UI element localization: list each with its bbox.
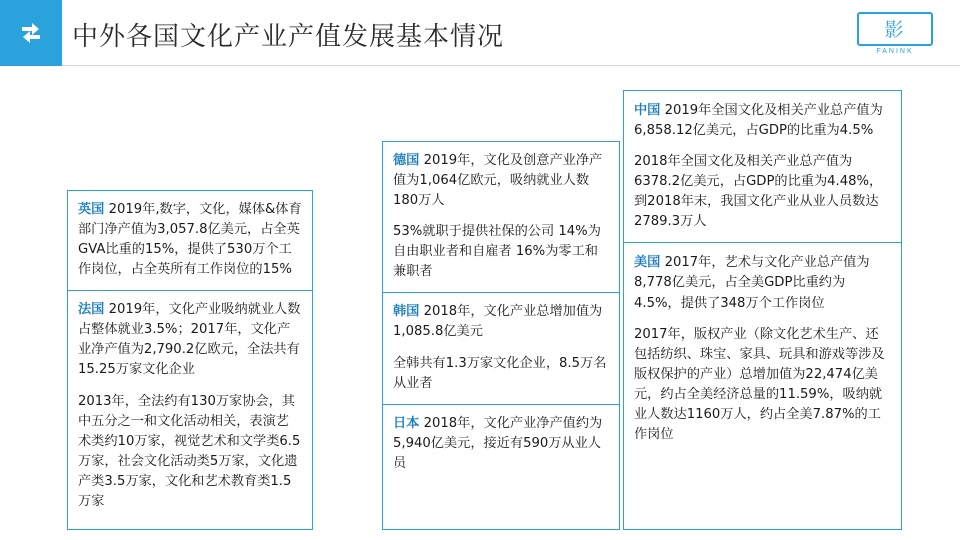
country-label: 日本 <box>393 415 420 431</box>
country-label: 韩国 <box>393 304 420 320</box>
paragraph-text: 2019年全国文化及相关产业总产值为6,858.12亿美元，占GDP的比重为4.5% <box>634 103 883 139</box>
paragraph <box>634 101 891 141</box>
recycle-arrows-icon <box>16 18 46 48</box>
info-block-uk <box>68 191 312 290</box>
paragraph-text: 2019年，文化产业吸纳就业人数占整体就业3.5%；2017年，文化产业净产值为2,790.2亿欧元，全法共有15.25万家文化企业 <box>78 302 301 378</box>
country-label: 中国 <box>634 103 661 118</box>
paragraph: 2013年，全法约有130万家协会，其中五分之一和文化活动相关，表演艺术类约10万家，视觉艺术和文学类6.5万家，社会文化活动类5万家，文化遗产类3.5万家，文化和艺术教育类1.5万家 <box>78 393 301 509</box>
info-block-usa <box>624 243 901 455</box>
info-block-germany <box>383 142 619 292</box>
brand-logo <box>852 10 938 56</box>
info-column-left <box>67 190 313 530</box>
info-column-right <box>623 90 902 530</box>
header-divider <box>62 65 960 66</box>
info-block-china <box>624 91 901 242</box>
page-title: 中外各国文化产业产值发展基本情况 <box>72 22 505 52</box>
info-block-france <box>68 291 312 522</box>
brand-name: FANINK <box>876 47 914 55</box>
brand-mark: 影 <box>857 12 933 46</box>
logo-badge <box>0 0 62 66</box>
paragraph-text: 2017年，艺术与文化产业总产值为8,778亿美元，占全美GDP比重约为4.5%，提供了348万个工作岗位 <box>634 255 870 311</box>
paragraph: 全韩共有1.3万家文化企业，8.5万名从业者 <box>393 355 607 391</box>
paragraph-text: 2019年,数字，文化，媒体&体育部门净产值为3,057.8亿美元，占全英GVA比重的15%，提供了530万个工作岗位，占全英所有工作岗位的15% <box>78 202 302 278</box>
paragraph: 2018年全国文化及相关产业总产值为6378.2亿美元，占GDP的比重为4.48%，到2018年末，我国文化产业从业人员数达2789.3万人 <box>634 154 883 230</box>
country-label: 英国 <box>78 202 105 217</box>
info-block-japan <box>383 405 619 484</box>
paragraph <box>393 414 609 474</box>
info-block-korea <box>383 293 619 403</box>
paragraph <box>78 200 302 280</box>
paragraph <box>393 151 609 211</box>
slide-header <box>0 0 960 66</box>
country-label: 法国 <box>78 302 105 318</box>
paragraph <box>393 302 609 342</box>
paragraph-text: 2018年，文化产业净产值约为5,940亿美元，接近有590万从业人员 <box>393 415 603 471</box>
country-label: 德国 <box>393 153 420 168</box>
country-label: 美国 <box>634 255 661 271</box>
paragraph <box>634 253 891 313</box>
paragraph-text: 2019年，文化及创意产业净产值为1,064亿欧元，吸纳就业人数180万人 <box>393 153 603 209</box>
info-column-middle <box>382 141 620 530</box>
paragraph <box>78 300 302 380</box>
paragraph: 2017年，版权产业（除文化艺术生产、还包括纺织、珠宝、家具、玩具和游戏等涉及版权保护的产业）总增加值为22,474亿美元，约占全美经济总量的11.59%，吸纳就业人数达1160万人，约占全美7.87%的工作岗位 <box>634 326 885 442</box>
paragraph-text: 2018年，文化产业总增加值为1,085.8亿美元 <box>393 304 603 340</box>
paragraph: 53%就职于提供社保的公司 14%为自由职业者和自雇者 16%为零工和兼职者 <box>393 224 601 280</box>
